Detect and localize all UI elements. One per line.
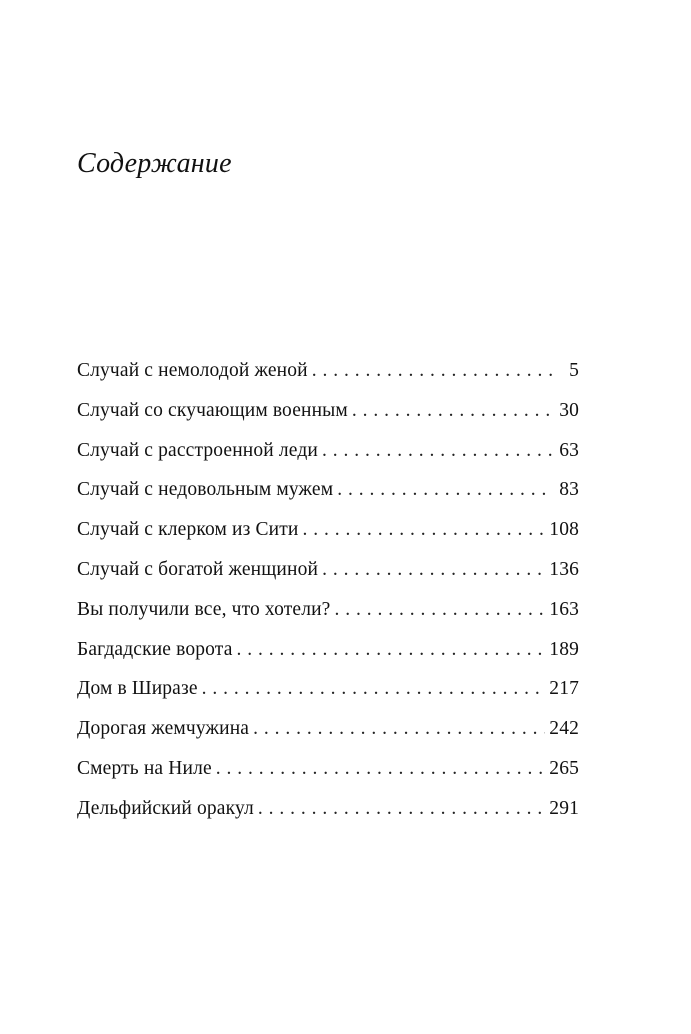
toc-dot-leader — [334, 599, 545, 621]
toc-dot-leader — [303, 519, 546, 541]
toc-entry-title: Случай с немолодой женой — [77, 360, 308, 381]
toc-entry-title: Случай со скучающим военным — [77, 399, 348, 421]
toc-entry[interactable] — [77, 440, 579, 480]
toc-entry-title: Случай с недовольным мужем — [77, 479, 334, 501]
toc-entry[interactable] — [77, 479, 579, 519]
toc-entry-page: 242 — [549, 718, 579, 740]
toc-entry-page: 163 — [549, 598, 579, 620]
toc-entry-title: Багдадские ворота — [77, 638, 233, 660]
toc-entry-page: 108 — [549, 519, 579, 541]
toc-dot-leader — [322, 440, 553, 462]
toc-entry[interactable] — [77, 599, 579, 639]
toc-entry-page: 83 — [559, 479, 579, 501]
toc-dot-leader — [322, 559, 545, 581]
toc-dot-leader — [312, 360, 553, 382]
toc-entry-page: 265 — [549, 757, 579, 779]
toc-entry-page: 63 — [559, 439, 579, 461]
toc-entry-title: Смерть на Ниле — [77, 757, 212, 779]
toc-dot-leader — [337, 479, 553, 501]
toc-dot-leader — [352, 400, 553, 422]
toc-entry-title: Вы получили все, что хотели? — [77, 598, 331, 620]
toc-entry-page: 30 — [559, 399, 579, 421]
toc-entry-page: 136 — [549, 558, 579, 580]
toc-entry-title: Дом в Ширазе — [77, 678, 198, 700]
table-of-contents — [77, 360, 579, 838]
toc-entry-title: Случай с клерком из Сити — [77, 519, 299, 541]
toc-entry[interactable] — [77, 639, 579, 679]
toc-entry-page: 291 — [549, 797, 579, 819]
toc-entry[interactable] — [77, 559, 579, 599]
toc-entry-title: Дорогая жемчужина — [77, 718, 250, 740]
toc-entry[interactable] — [77, 798, 579, 838]
toc-dot-leader — [258, 798, 545, 820]
toc-entry-page: 189 — [549, 638, 579, 660]
toc-entry-title: Дельфийский оракул — [77, 797, 254, 819]
toc-dot-leader — [237, 639, 546, 661]
page-title: Содержание — [77, 148, 232, 179]
toc-entry-title: Случай с богатой женщиной — [77, 558, 319, 580]
toc-entry-page: 5 — [569, 360, 579, 381]
toc-dot-leader — [253, 718, 545, 740]
toc-entry[interactable] — [77, 519, 579, 559]
toc-dot-leader — [216, 758, 546, 780]
toc-entry[interactable] — [77, 360, 579, 400]
toc-entry[interactable] — [77, 758, 579, 798]
toc-entry[interactable] — [77, 678, 579, 718]
toc-entry-page: 217 — [549, 678, 579, 700]
toc-dot-leader — [202, 678, 546, 700]
toc-entry[interactable] — [77, 400, 579, 440]
toc-entry-title: Случай с расстроенной леди — [77, 439, 318, 461]
toc-entry[interactable] — [77, 718, 579, 758]
